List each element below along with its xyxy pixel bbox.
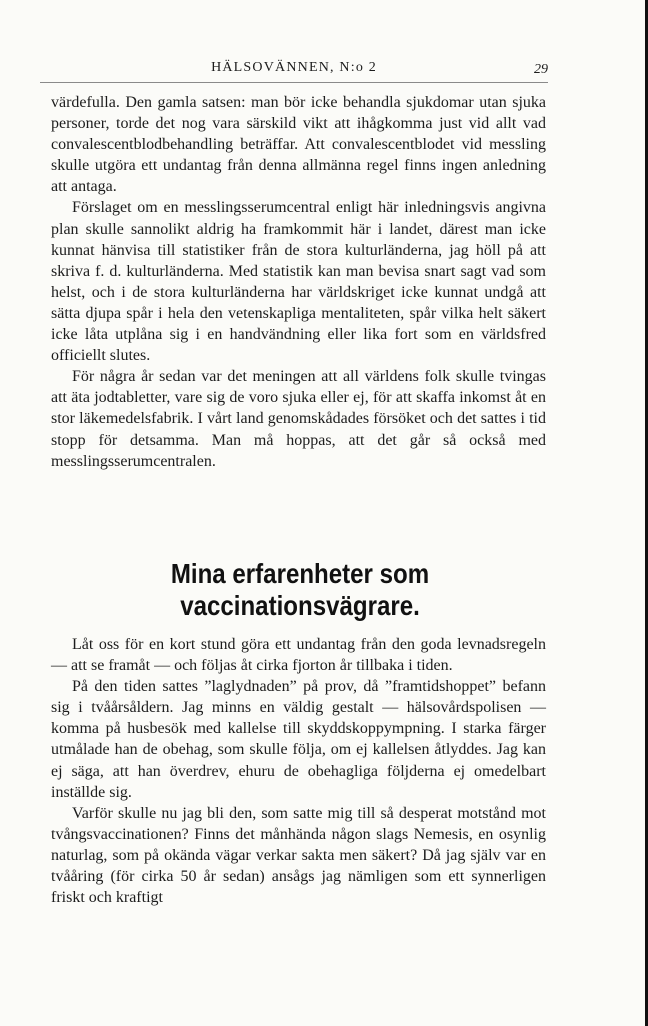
article-body bbox=[51, 634, 546, 908]
paragraph: För några år sedan var det meningen att all världens folk skulle tvingas att äta jodtabletter, vare sig de voro sjuka eller ej, för att skaffa inkomst åt en stor läkemedelsfabrik. I vårt land genomskådades försöket och det sattes i tid stopp för detsamma. Man må hoppas, att det går så också med messlingsserumcentralen. bbox=[51, 368, 546, 470]
paragraph: värdefulla. Den gamla satsen: man bör icke behandla sjukdomar utan sjuka personer, torde det nog vara särskild vikt att ihågkomma just vid allt vad convalescentblodbehandling beträffar. Att convalescentblodet vid messling skulle utgöra ett undantag från denna allmänna regel finns ingen anledning att antaga. bbox=[51, 94, 546, 196]
paragraph: Varför skulle nu jag bli den, som satte mig till så desperat motstånd mot tvångsvaccinationen? Finns det månhända någon slags Nemesis, en osynlig naturlag, som på okända vägar verkar sakta men säkert? Då jag själv var en tvååring (för cirka 50 år sedan) ansågs jag nämligen som ett synnerligen friskt och kraftigt bbox=[51, 804, 546, 907]
page-header bbox=[40, 60, 548, 83]
article-title: Mina erfarenheter som vaccinationsvägrare. bbox=[170, 558, 430, 621]
running-title: HÄLSOVÄNNEN, N:o 2 bbox=[211, 60, 377, 75]
page-number: 29 bbox=[534, 62, 548, 77]
paragraph: Låt oss för en kort stund göra ett undantag från den goda levnadsregeln — att se framåt — och följas åt cirka fjorton år tillbaka i tiden. bbox=[51, 636, 546, 675]
paragraph: På den tiden sattes ”laglydnaden” på prov, då ”framtidshoppet” befann sig i tvåårsåldern. Jag minns en väldig gestalt — hälsovårdspolisen — komma på husbesök med kallelse till skyddskoppympning. I starka färger utmålade han de obehag, som skulle följa, om ej kallelsen åtlyddes. Jag kan ej säga, att han överdrev, ehuru de obehagliga följderna ej omedelbart inställde sig. bbox=[51, 678, 546, 801]
preceding-article-text bbox=[51, 92, 546, 472]
paragraph: Förslaget om en messlingsserumcentral enligt här inledningsvis angivna plan skulle sannolikt aldrig ha framkommit här i landet, därest man icke kunnat hänvisa till statistiker från de stora kulturländerna, jag höll på att skriva f. d. kulturländerna. Med statistik kan man bevisa snart sagt vad som helst, och i de stora kulturländerna har världskriget icke kunnat undgå att sätta djupa spår i hela den vetenskapliga mentaliteten, spår vilka helt säkert icke låta utplåna sig i en handvändning eller lika fort som en världsfred officiellt slutes. bbox=[51, 199, 546, 365]
